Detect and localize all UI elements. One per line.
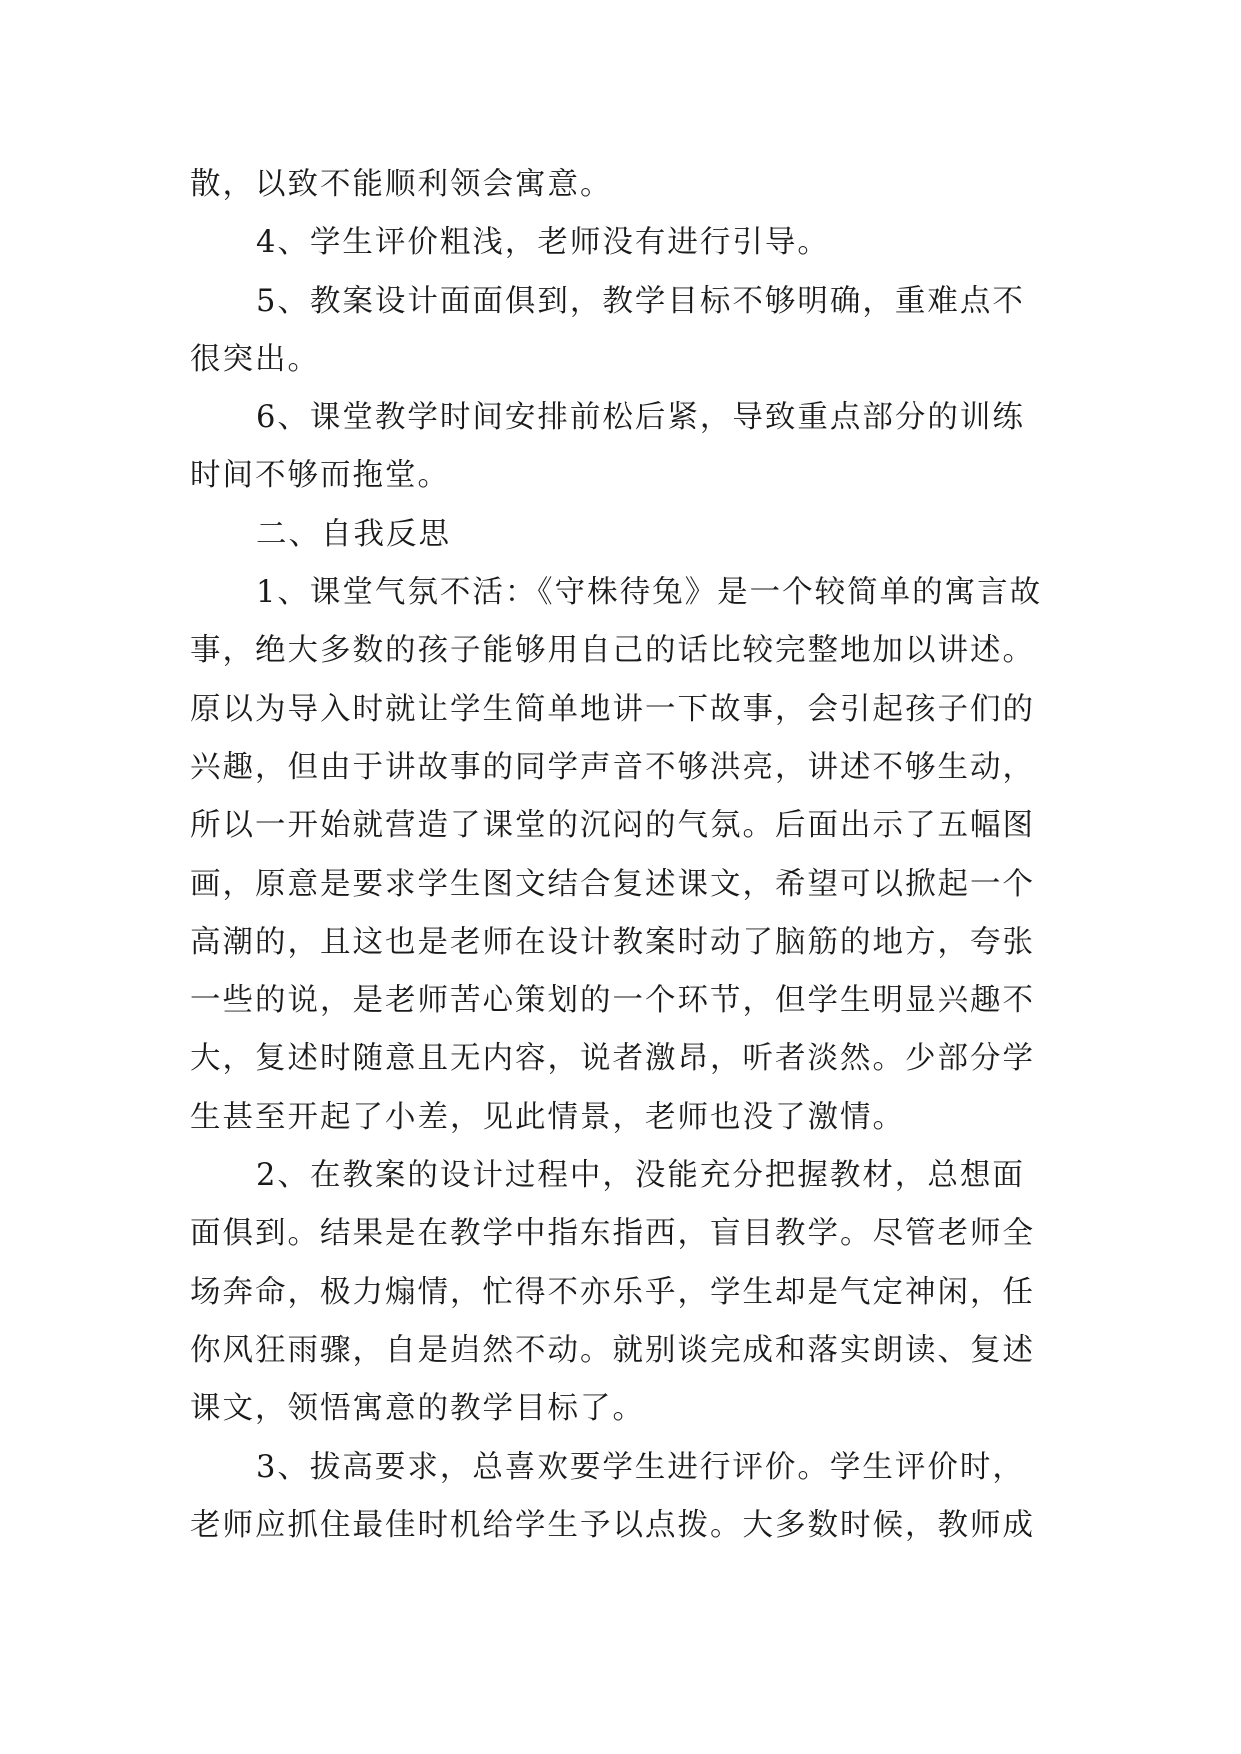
text-line: 生甚至开起了小差，见此情景，老师也没了激情。 [190,1099,905,1135]
text-line: 课文，领悟寓意的教学目标了。 [190,1391,645,1427]
document-body [190,156,1070,1555]
section-heading: 二、自我反思 [256,516,451,552]
text-line: 老师应抓住最佳时机给学生予以点拨。大多数时候，教师成 [190,1507,1035,1543]
text-line: 原以为导入时就让学生简单地讲一下故事，会引起孩子们的 [190,691,1035,727]
text-line: 面俱到。结果是在教学中指东指西，盲目教学。尽管老师全 [190,1216,1035,1252]
text-line: 4、学生评价粗浅，老师没有进行引导。 [256,225,830,261]
text-line: 所以一开始就营造了课堂的沉闷的气氛。后面出示了五幅图 [190,808,1035,844]
text-line: 时间不够而拖堂。 [190,458,450,494]
text-line: 5、教案设计面面俱到，教学目标不够明确，重难点不 [256,283,1025,319]
text-line: 很突出。 [190,341,320,377]
text-line: 画，原意是要求学生图文结合复述课文，希望可以掀起一个 [190,866,1035,902]
text-line: 事，绝大多数的孩子能够用自己的话比较完整地加以讲述。 [190,633,1035,669]
text-line: 你风狂雨骤，自是岿然不动。就别谈完成和落实朗读、复述 [190,1332,1035,1368]
text-line: 散，以致不能顺利领会寓意。 [190,167,613,202]
text-line: 大，复述时随意且无内容，说者激昂，听者淡然。少部分学 [190,1041,1035,1077]
text-line: 兴趣，但由于讲故事的同学声音不够洪亮，讲述不够生动， [190,749,1035,785]
text-line: 一些的说，是老师苦心策划的一个环节，但学生明显兴趣不 [190,983,1035,1019]
text-line: 高潮的，且这也是老师在设计教案时动了脑筋的地方，夸张 [190,924,1035,960]
text-line: 1、课堂气氛不活：《守株待兔》是一个较简单的寓言故 [256,575,1043,611]
text-line: 3、拔高要求，总喜欢要学生进行评价。学生评价时， [256,1449,1025,1485]
text-line: 6、课堂教学时间安排前松后紧，导致重点部分的训练 [256,400,1025,436]
text-line: 2、在教案的设计过程中，没能充分把握教材，总想面 [256,1158,1025,1194]
text-line: 场奔命，极力煽情，忙得不亦乐乎，学生却是气定神闲，任 [190,1274,1035,1310]
